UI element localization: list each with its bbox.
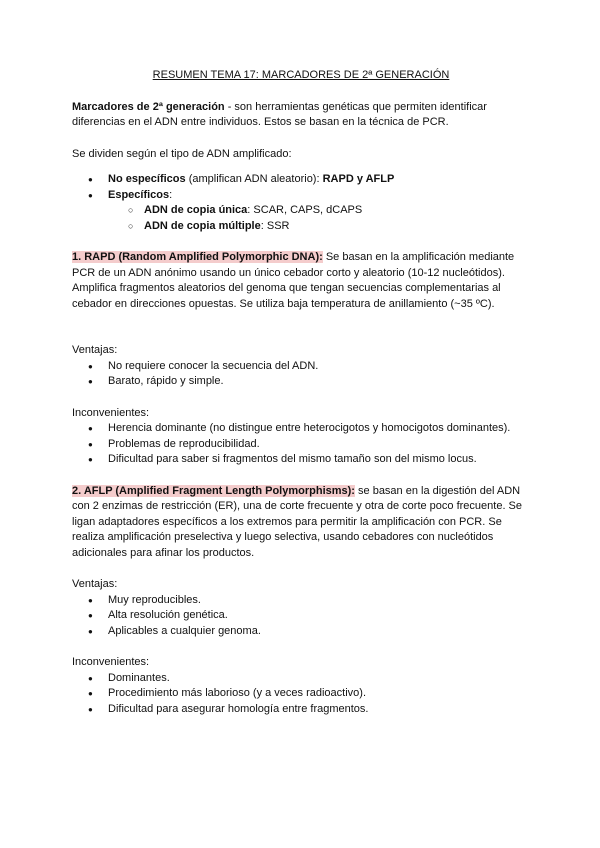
rapd-inconvenientes-label: Inconvenientes: bbox=[72, 406, 150, 419]
type-especificos-label: Específicos bbox=[108, 188, 170, 201]
list-item: ● Herencia dominante (no distingue entre heterocigotos y homocigotos dominantes). bbox=[72, 421, 530, 437]
list-item: ● Dominantes. bbox=[72, 671, 530, 687]
especificos-sublist bbox=[108, 203, 530, 234]
divide-text: Se dividen según el tipo de ADN amplificado: bbox=[72, 147, 292, 160]
aflp-text: se basan en la digestión del ADN con 2 enzimas de restricción (ER), una de corte frecuente y otra de corte poco frecuente. Se ligan adaptadores específicos a los extremos para permitir la amplificación con PCR. Se realiza amplificación preselectiva y luego selectiva, usando cebadores con nucleótidos adicionales para afinar los productos. bbox=[72, 484, 523, 559]
type-no-especificos-desc: (amplifican ADN aleatorio): bbox=[185, 173, 323, 185]
rapd-ventajas-list bbox=[72, 359, 530, 390]
page-title: RESUMEN TEMA 17: MARCADORES DE 2ª GENERACIÓN bbox=[152, 69, 450, 81]
type-especificos-colon: : bbox=[169, 188, 173, 201]
list-item: ● Problemas de reproducibilidad. bbox=[72, 437, 530, 453]
types-list bbox=[72, 172, 530, 234]
aflp-inconvenientes-label: Inconvenientes: bbox=[72, 656, 150, 668]
list-item: ● Muy reproducibles. bbox=[72, 593, 530, 609]
list-item bbox=[72, 172, 530, 188]
list-item bbox=[72, 203, 530, 219]
rapd-paragraph bbox=[72, 250, 530, 312]
list-item bbox=[72, 219, 530, 235]
aflp-inconvenientes-list bbox=[72, 671, 530, 718]
list-item: ● Procedimiento más laborioso (y a veces radioactivo). bbox=[72, 686, 530, 702]
list-item: ● No requiere conocer la secuencia del ADN. bbox=[72, 359, 530, 375]
aflp-paragraph bbox=[72, 484, 530, 562]
sub-label: ADN de copia múltiple bbox=[144, 219, 261, 232]
rapd-heading: 1. RAPD (Random Amplified Polymorphic DNA): bbox=[72, 251, 323, 263]
intro-paragraph bbox=[72, 100, 530, 131]
type-no-especificos-label: No específicos bbox=[108, 173, 186, 185]
sub-value: : SSR bbox=[260, 219, 290, 232]
document-page bbox=[72, 68, 530, 717]
list-item: ● Dificultad para asegurar homología entre fragmentos. bbox=[72, 702, 530, 718]
list-item: ● Aplicables a cualquier genoma. bbox=[72, 624, 530, 640]
list-item: ● Dificultad para saber si fragmentos del mismo tamaño son del mismo locus. bbox=[72, 452, 530, 468]
rapd-inconvenientes-list bbox=[72, 421, 530, 468]
sub-label: ADN de copia única bbox=[144, 204, 248, 216]
rapd-ventajas-label: Ventajas: bbox=[72, 344, 118, 356]
intro-text: - son herramientas genéticas que permiten identificar diferencias en el ADN entre individuos. Estos se basan en la técnica de PCR. bbox=[72, 100, 487, 128]
rapd-text: Se basan en la amplificación mediante PCR de un ADN anónimo usando un único cebador corto y aleatorio (10-12 nucleótidos). Amplifica fragmentos aleatorios del genoma que tengan secuencias complementarias al cebador en direcciones opuestas. Se utiliza baja temperatura de anillamiento (~35 ºC). bbox=[72, 251, 515, 310]
aflp-heading: 2. AFLP (Amplified Fragment Length Polymorphisms): bbox=[72, 484, 355, 497]
type-no-especificos-examples: RAPD y AFLP bbox=[322, 173, 395, 185]
intro-term: Marcadores de 2ª generación bbox=[72, 100, 225, 113]
aflp-ventajas-list bbox=[72, 593, 530, 640]
list-item bbox=[72, 188, 530, 235]
sub-value: : SCAR, CAPS, dCAPS bbox=[247, 204, 363, 216]
list-item: ● Alta resolución genética. bbox=[72, 608, 530, 624]
aflp-ventajas-label: Ventajas: bbox=[72, 578, 118, 590]
list-item: ● Barato, rápido y simple. bbox=[72, 374, 530, 390]
